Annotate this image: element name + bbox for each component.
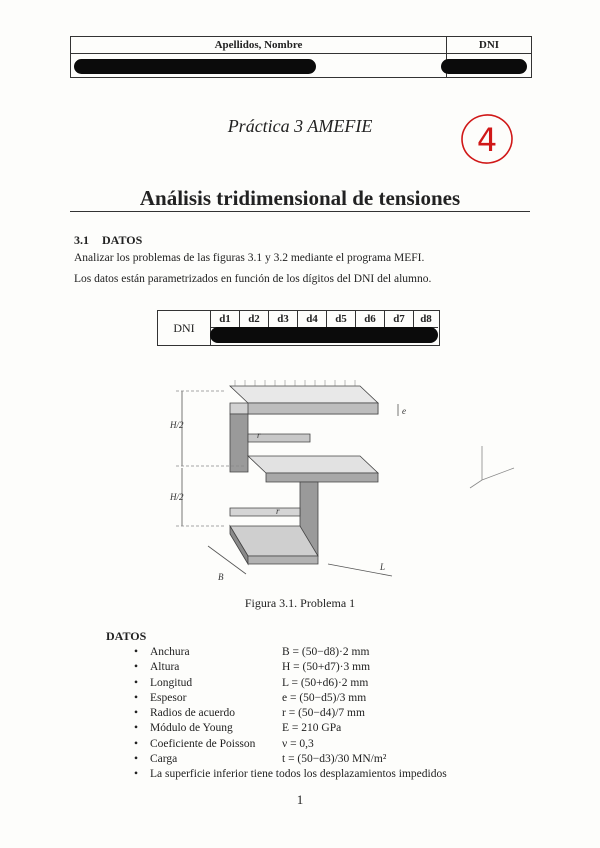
bullet: • bbox=[134, 676, 139, 689]
page-number: 1 bbox=[296, 792, 304, 807]
label-r-upper: r bbox=[257, 430, 261, 440]
pencil-axes-sketch bbox=[462, 440, 532, 490]
digit-header: d4 bbox=[298, 311, 327, 328]
item-value: L = (50+d6)·2 mm bbox=[282, 676, 369, 689]
name-label: Apellidos, Nombre bbox=[214, 39, 303, 51]
dni-label: DNI bbox=[478, 39, 500, 51]
digit-header: d5 bbox=[327, 311, 356, 328]
item-value: H = (50+d7)·3 mm bbox=[282, 661, 371, 674]
figure-caption: Figura 3.1. Problema 1 bbox=[244, 596, 356, 610]
practice-title: Práctica 3 AMEFIE bbox=[227, 116, 373, 136]
redacted-dni bbox=[441, 59, 527, 74]
item-name: Coeficiente de Poisson bbox=[150, 737, 256, 750]
digit-header: d6 bbox=[356, 311, 385, 328]
bullet: • bbox=[134, 646, 139, 658]
digit-header: d1 bbox=[211, 311, 240, 328]
label-b: B bbox=[218, 572, 224, 582]
bullet: • bbox=[134, 707, 139, 720]
datos-heading: DATOS bbox=[106, 629, 147, 643]
bullet: • bbox=[134, 737, 139, 750]
title-rule bbox=[70, 211, 530, 212]
item-value: t = (50−d3)/30 MN/m² bbox=[282, 753, 387, 766]
item-name: Longitud bbox=[150, 676, 193, 689]
bullet: • bbox=[134, 753, 139, 766]
handwritten-grade: 4 bbox=[476, 121, 498, 159]
item-value: r = (50−d4)/7 mm bbox=[282, 707, 365, 720]
section-heading bbox=[74, 233, 142, 248]
item-value: e = (50−d5)/3 mm bbox=[282, 691, 367, 704]
paragraph-2: Los datos están parametrizados en función de los dígitos del DNI del alumno. bbox=[74, 273, 432, 285]
label-e: e bbox=[402, 406, 406, 416]
main-title: Análisis tridimensional de tensiones bbox=[139, 186, 461, 210]
item-name: Radios de acuerdo bbox=[150, 707, 235, 720]
bullet: • bbox=[134, 722, 139, 735]
label-r-lower: r bbox=[276, 506, 280, 516]
bullet: • bbox=[134, 768, 139, 781]
section-number: 3.1 bbox=[74, 233, 89, 247]
item-name: Espesor bbox=[150, 691, 187, 704]
item-name: Carga bbox=[150, 753, 178, 766]
digit-header: d8 bbox=[414, 311, 438, 328]
label-h2-bottom: H/2 bbox=[170, 492, 184, 502]
item-value: E = 210 GPa bbox=[282, 722, 342, 735]
header-labels-row bbox=[71, 37, 531, 54]
paragraph-1: Analizar los problemas de las figuras 3.1 y 3.2 mediante el programa MEFI. bbox=[74, 252, 425, 264]
bullet: • bbox=[134, 691, 139, 704]
figure-3-1-drawing bbox=[160, 376, 460, 586]
redacted-name bbox=[74, 59, 316, 74]
handwritten-grade-circle bbox=[458, 110, 516, 168]
label-l: L bbox=[380, 562, 386, 572]
label-h2-top: H/2 bbox=[170, 420, 184, 430]
redacted-dni-digits bbox=[210, 327, 438, 343]
item-value: B = (50−d8)·2 mm bbox=[282, 646, 370, 658]
digit-header: d3 bbox=[269, 311, 298, 328]
dni-table-label: DNI bbox=[158, 311, 211, 345]
item-name: La superficie inferior tiene todos los desplazamientos impedidos bbox=[150, 768, 447, 781]
item-name: Anchura bbox=[150, 646, 190, 658]
section-title: DATOS bbox=[102, 233, 143, 247]
bullet: • bbox=[134, 661, 139, 674]
digit-header: d2 bbox=[240, 311, 269, 328]
item-value: ν = 0,3 bbox=[282, 737, 314, 750]
item-name: Altura bbox=[150, 661, 180, 674]
item-name: Módulo de Young bbox=[150, 722, 233, 735]
digit-header: d7 bbox=[385, 311, 414, 328]
